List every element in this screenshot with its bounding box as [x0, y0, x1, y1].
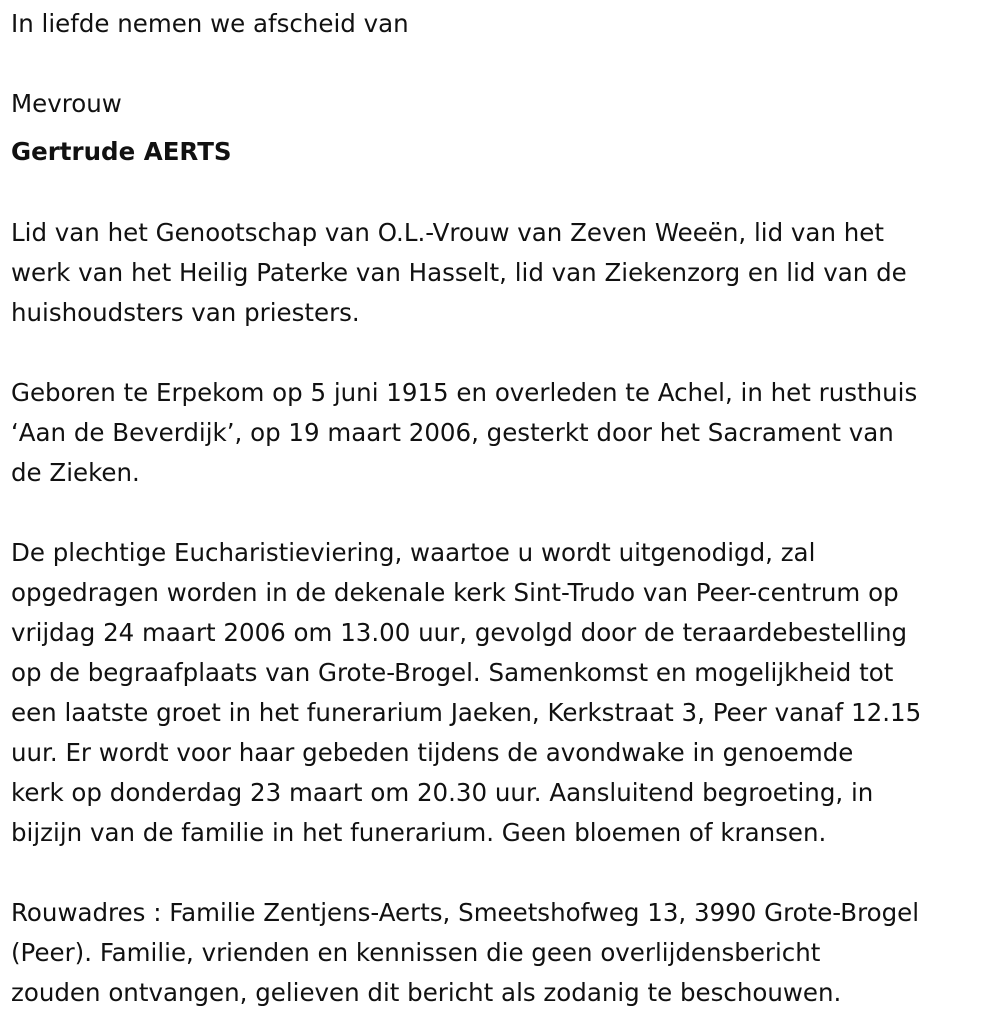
ceremony-line: opgedragen worden in de dekenale kerk Sint-Trudo van Peer-centrum op [11, 578, 899, 607]
ceremony-line: De plechtige Eucharistieviering, waartoe u wordt uitgenodigd, zal [11, 538, 816, 567]
deceased-name: Gertrude AERTS [11, 137, 232, 166]
ceremony-line: vrijdag 24 maart 2006 om 13.00 uur, gevolgd door de teraardebestelling [11, 618, 908, 647]
address-paragraph [11, 893, 996, 1013]
address-line: zouden ontvangen, gelieven dit bericht als zodanig te beschouwen. [11, 978, 842, 1007]
ceremony-line: kerk op donderdag 23 maart om 20.30 uur. Aansluitend begroeting, in [11, 778, 874, 807]
ceremony-line: uur. Er wordt voor haar gebeden tijdens de avondwake in genoemde [11, 738, 854, 767]
birth-death-line: ‘Aan de Beverdijk’, op 19 maart 2006, gesterkt door het Sacrament van [11, 418, 894, 447]
ceremony-line: een laatste groet in het funerarium Jaeken, Kerkstraat 3, Peer vanaf 12.15 [11, 698, 922, 727]
birth-death-line: Geboren te Erpekom op 5 juni 1915 en overleden te Achel, in het rusthuis [11, 378, 918, 407]
membership-line: Lid van het Genootschap van O.L.-Vrouw van Zeven Weeën, lid van het [11, 218, 884, 247]
membership-line: werk van het Heilig Paterke van Hasselt, lid van Ziekenzorg en lid van de [11, 258, 907, 287]
birth-death-paragraph [11, 373, 996, 493]
intro-line: In liefde nemen we afscheid van [11, 9, 409, 38]
ceremony-line: op de begraafplaats van Grote-Brogel. Samenkomst en mogelijkheid tot [11, 658, 894, 687]
address-line: Rouwadres : Familie Zentjens-Aerts, Smeetshofweg 13, 3990 Grote-Brogel [11, 898, 920, 927]
birth-death-line: de Zieken. [11, 458, 140, 487]
honorific: Mevrouw [11, 89, 122, 118]
membership-paragraph [11, 213, 996, 333]
ceremony-paragraph [11, 533, 996, 853]
ceremony-line: bijzijn van de familie in het funerarium. Geen bloemen of kransen. [11, 818, 827, 847]
membership-line: huishoudsters van priesters. [11, 298, 360, 327]
address-line: (Peer). Familie, vrienden en kennissen die geen overlijdensbericht [11, 938, 821, 967]
